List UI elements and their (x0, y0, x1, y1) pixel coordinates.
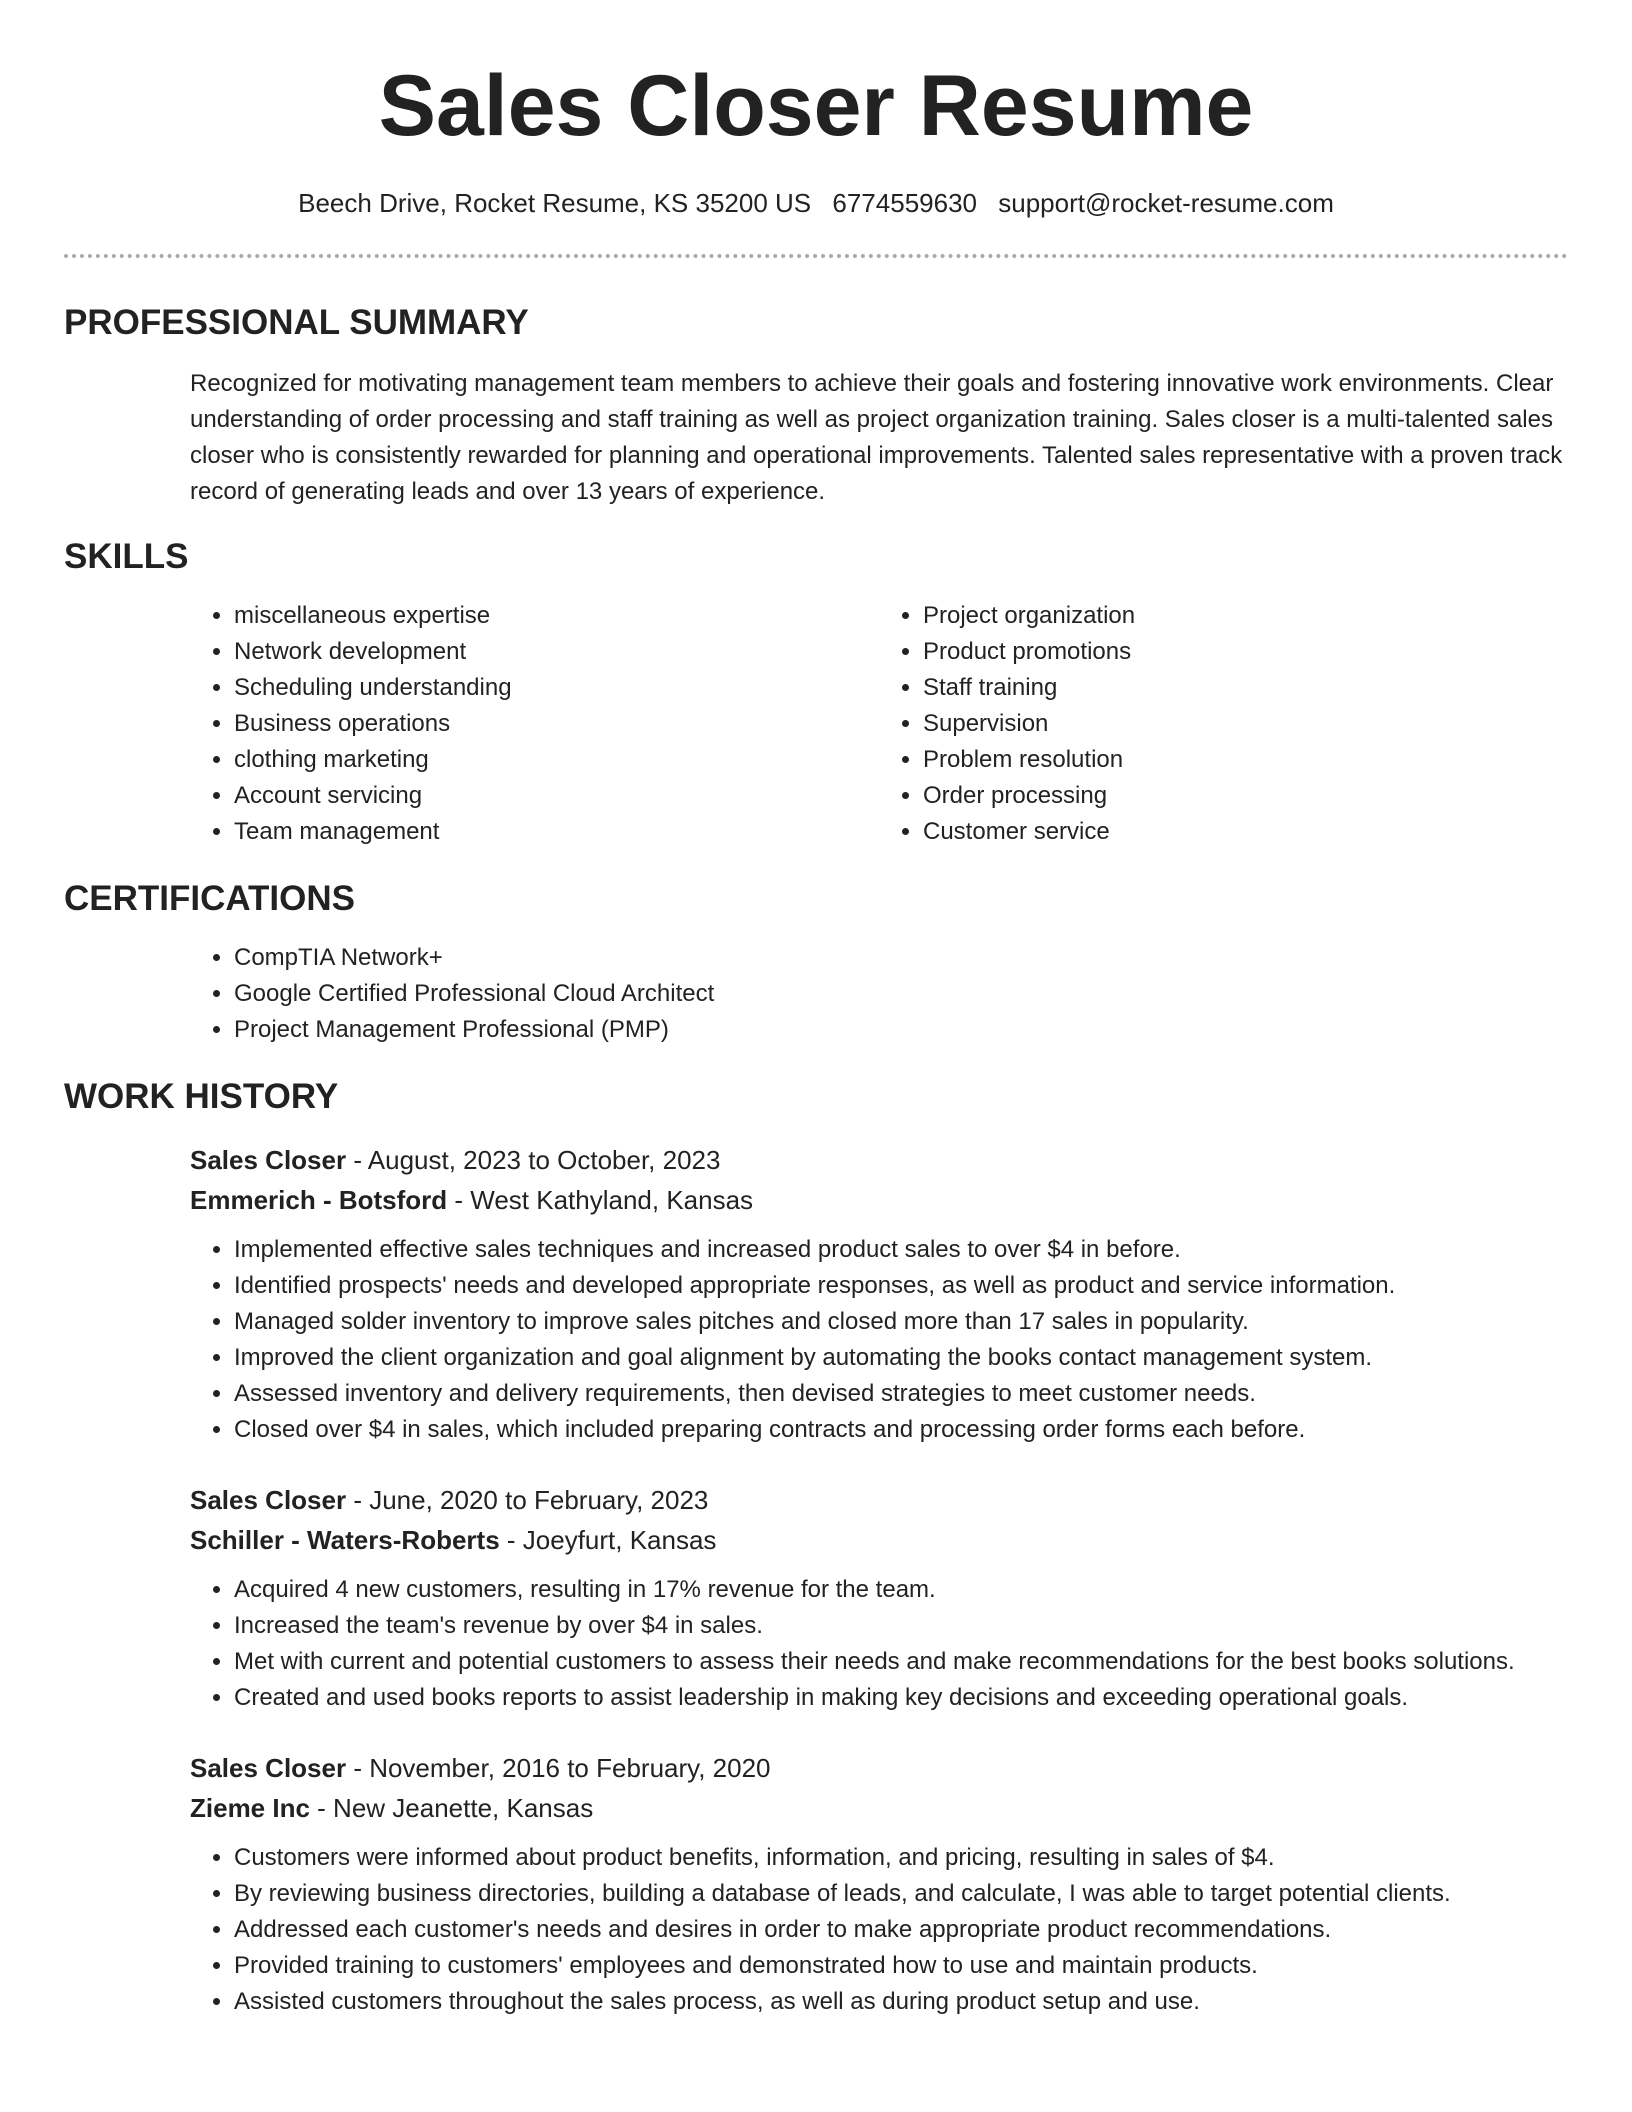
skills-column-left (190, 598, 879, 850)
job-role: Sales Closer (190, 1753, 347, 1783)
job-title-line (190, 1480, 1568, 1520)
certification-item: • Google Certified Professional Cloud Architect (234, 976, 1568, 1012)
job-dates: - November, 2016 to February, 2020 (346, 1753, 771, 1783)
skill-item: • Order processing (923, 778, 1568, 814)
job-role: Sales Closer (190, 1145, 347, 1175)
job-company: Schiller - Waters-Roberts (190, 1525, 500, 1555)
job-bullet: • Met with current and potential customers to assess their needs and make recommendations for the best books solutions. (234, 1644, 1568, 1680)
summary-heading: PROFESSIONAL SUMMARY (64, 303, 529, 342)
job-location: - West Kathyland, Kansas (447, 1185, 754, 1215)
skill-item: • Team management (234, 814, 879, 850)
skill-item: • Account servicing (234, 778, 879, 814)
job-bullet: • Identified prospects' needs and developed appropriate responses, as well as product and service information. (234, 1268, 1568, 1304)
job-bullet: • Provided training to customers' employees and demonstrated how to use and maintain products. (234, 1948, 1568, 1984)
job-bullet: • Implemented effective sales techniques and increased product sales to over $4 in before. (234, 1232, 1568, 1268)
job-bullet: • Assessed inventory and delivery requirements, then devised strategies to meet customer needs. (234, 1376, 1568, 1412)
header-divider (64, 254, 1568, 258)
job-company-line (190, 1180, 1568, 1220)
job-bullet: • Closed over $4 in sales, which included preparing contracts and processing order forms each before. (234, 1412, 1568, 1448)
job-company: Emmerich - Botsford (190, 1185, 448, 1215)
job-bullet: • Assisted customers throughout the sales process, as well as during product setup and use. (234, 1984, 1568, 2020)
job-entry (190, 1480, 1568, 1716)
contact-email: support@rocket-resume.com (998, 188, 1334, 218)
job-bullet: • Acquired 4 new customers, resulting in 17% revenue for the team. (234, 1572, 1568, 1608)
job-dates: - August, 2023 to October, 2023 (346, 1145, 721, 1175)
skill-item: • Business operations (234, 706, 879, 742)
job-dates: - June, 2020 to February, 2023 (346, 1485, 709, 1515)
skills-column-right (879, 598, 1568, 850)
job-bullets (190, 1840, 1568, 2020)
skill-item: • miscellaneous expertise (234, 598, 879, 634)
job-title-line (190, 1140, 1568, 1180)
skills-heading: SKILLS (64, 537, 189, 576)
job-bullet: • Customers were informed about product benefits, information, and pricing, resulting in sales of $4. (234, 1840, 1568, 1876)
job-bullets (190, 1572, 1568, 1716)
skill-item: • Problem resolution (923, 742, 1568, 778)
job-company-line (190, 1520, 1568, 1560)
contact-line (64, 186, 1568, 220)
job-entry (190, 1748, 1568, 2020)
job-bullet: • Managed solder inventory to improve sales pitches and closed more than 17 sales in popularity. (234, 1304, 1568, 1340)
resume-name: Sales Closer Resume (378, 58, 1254, 154)
skill-item: • clothing marketing (234, 742, 879, 778)
skill-item: • Scheduling understanding (234, 670, 879, 706)
skill-item: • Product promotions (923, 634, 1568, 670)
job-bullet: • Addressed each customer's needs and desires in order to make appropriate product recommendations. (234, 1912, 1568, 1948)
summary-text: Recognized for motivating management team members to achieve their goals and fostering innovative work environments. Clear understanding of order processing and staff training as well as project organization training. Sales closer is a multi-talented sales closer who is consistently rewarded for planning and operational improvements. Talented sales representative with a proven track record of generating leads and over 13 years of experience. (190, 370, 1563, 505)
certifications-list (190, 940, 1568, 1048)
skill-item: • Network development (234, 634, 879, 670)
job-bullet: • Created and used books reports to assist leadership in making key decisions and exceeding operational goals. (234, 1680, 1568, 1716)
job-company: Zieme Inc (190, 1793, 310, 1823)
job-bullets (190, 1232, 1568, 1448)
job-company-line (190, 1788, 1568, 1828)
job-bullet: • Improved the client organization and goal alignment by automating the books contact management system. (234, 1340, 1568, 1376)
skill-item: • Supervision (923, 706, 1568, 742)
job-role: Sales Closer (190, 1485, 347, 1515)
job-location: - New Jeanette, Kansas (309, 1793, 594, 1823)
work-history-heading: WORK HISTORY (64, 1077, 339, 1116)
job-location: - Joeyfurt, Kansas (499, 1525, 717, 1555)
skills-list (190, 598, 1568, 850)
job-title-line (190, 1748, 1568, 1788)
contact-address: Beech Drive, Rocket Resume, KS 35200 US (298, 188, 812, 218)
resume-page (64, 0, 1568, 2020)
job-bullet: • By reviewing business directories, building a database of leads, and calculate, I was able to target potential clients. (234, 1876, 1568, 1912)
skill-item: • Staff training (923, 670, 1568, 706)
certification-item: • CompTIA Network+ (234, 940, 1568, 976)
certifications-heading: CERTIFICATIONS (64, 879, 356, 918)
certification-item: • Project Management Professional (PMP) (234, 1012, 1568, 1048)
skill-item: • Customer service (923, 814, 1568, 850)
skill-item: • Project organization (923, 598, 1568, 634)
contact-phone: 6774559630 (832, 188, 977, 218)
job-bullet: • Increased the team's revenue by over $4 in sales. (234, 1608, 1568, 1644)
job-entry (190, 1140, 1568, 1448)
